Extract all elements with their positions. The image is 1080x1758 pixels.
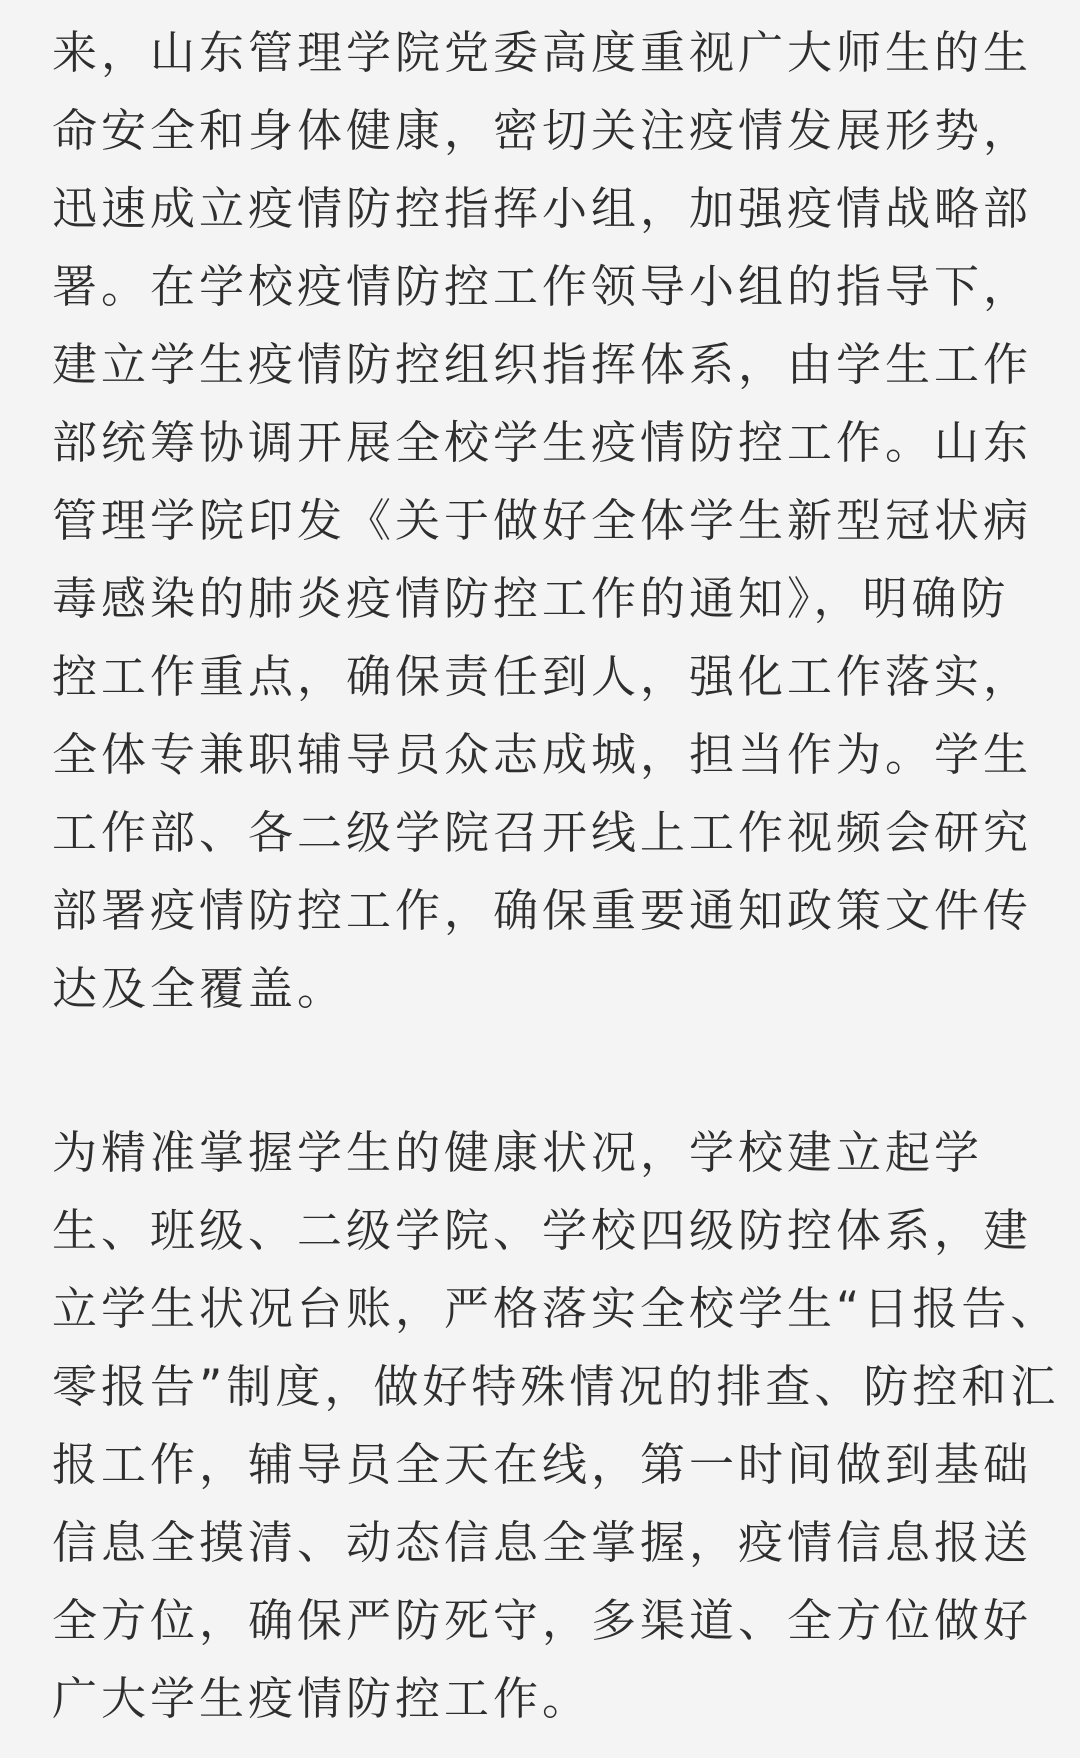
text-line: 来，山东管理学院党委高度重视广大师生的生 — [52, 26, 1033, 79]
text-line: 广大学生疫情防控工作。 — [52, 1672, 592, 1725]
text-line: 立学生状况台账，严格落实全校学生“日报告、 — [52, 1282, 1060, 1335]
text-line: 毒感染的肺炎疫情防控工作的通知》，明确防 — [52, 572, 1010, 625]
text-line: 迅速成立疫情防控指挥小组，加强疫情战略部 — [52, 182, 1033, 235]
text-line: 部署疫情防控工作，确保重要通知政策文件传 — [52, 884, 1033, 937]
text-line: 生、班级、二级学院、学校四级防控体系，建 — [52, 1204, 1033, 1257]
paragraph-2 — [52, 1114, 1080, 1738]
text-line: 信息全摸清、动态信息全掌握，疫情信息报送 — [52, 1516, 1033, 1569]
text-line: 为精准掌握学生的健康状况，学校建立起学 — [52, 1126, 984, 1179]
paragraph-spacer — [52, 1028, 1080, 1114]
text-line: 零报告”制度，做好特殊情况的排查、防控和汇 — [52, 1360, 1060, 1413]
text-line: 工作部、各二级学院召开线上工作视频会研究 — [52, 806, 1033, 859]
paragraph-1 — [52, 14, 1080, 1028]
text-line: 管理学院印发《关于做好全体学生新型冠状病 — [52, 494, 1033, 547]
text-line: 达及全覆盖。 — [52, 962, 347, 1015]
text-line: 命安全和身体健康，密切关注疫情发展形势， — [52, 104, 1033, 157]
text-line: 控工作重点，确保责任到人，强化工作落实， — [52, 650, 1033, 703]
text-line: 建立学生疫情防控组织指挥体系，由学生工作 — [52, 338, 1033, 391]
text-line: 署。在学校疫情防控工作领导小组的指导下， — [52, 260, 1033, 313]
text-line: 报工作，辅导员全天在线，第一时间做到基础 — [52, 1438, 1033, 1491]
text-line: 部统筹协调开展全校学生疫情防控工作。山东 — [52, 416, 1033, 469]
text-line: 全体专兼职辅导员众志成城，担当作为。学生 — [52, 728, 1033, 781]
text-line: 全方位，确保严防死守，多渠道、全方位做好 — [52, 1594, 1033, 1647]
